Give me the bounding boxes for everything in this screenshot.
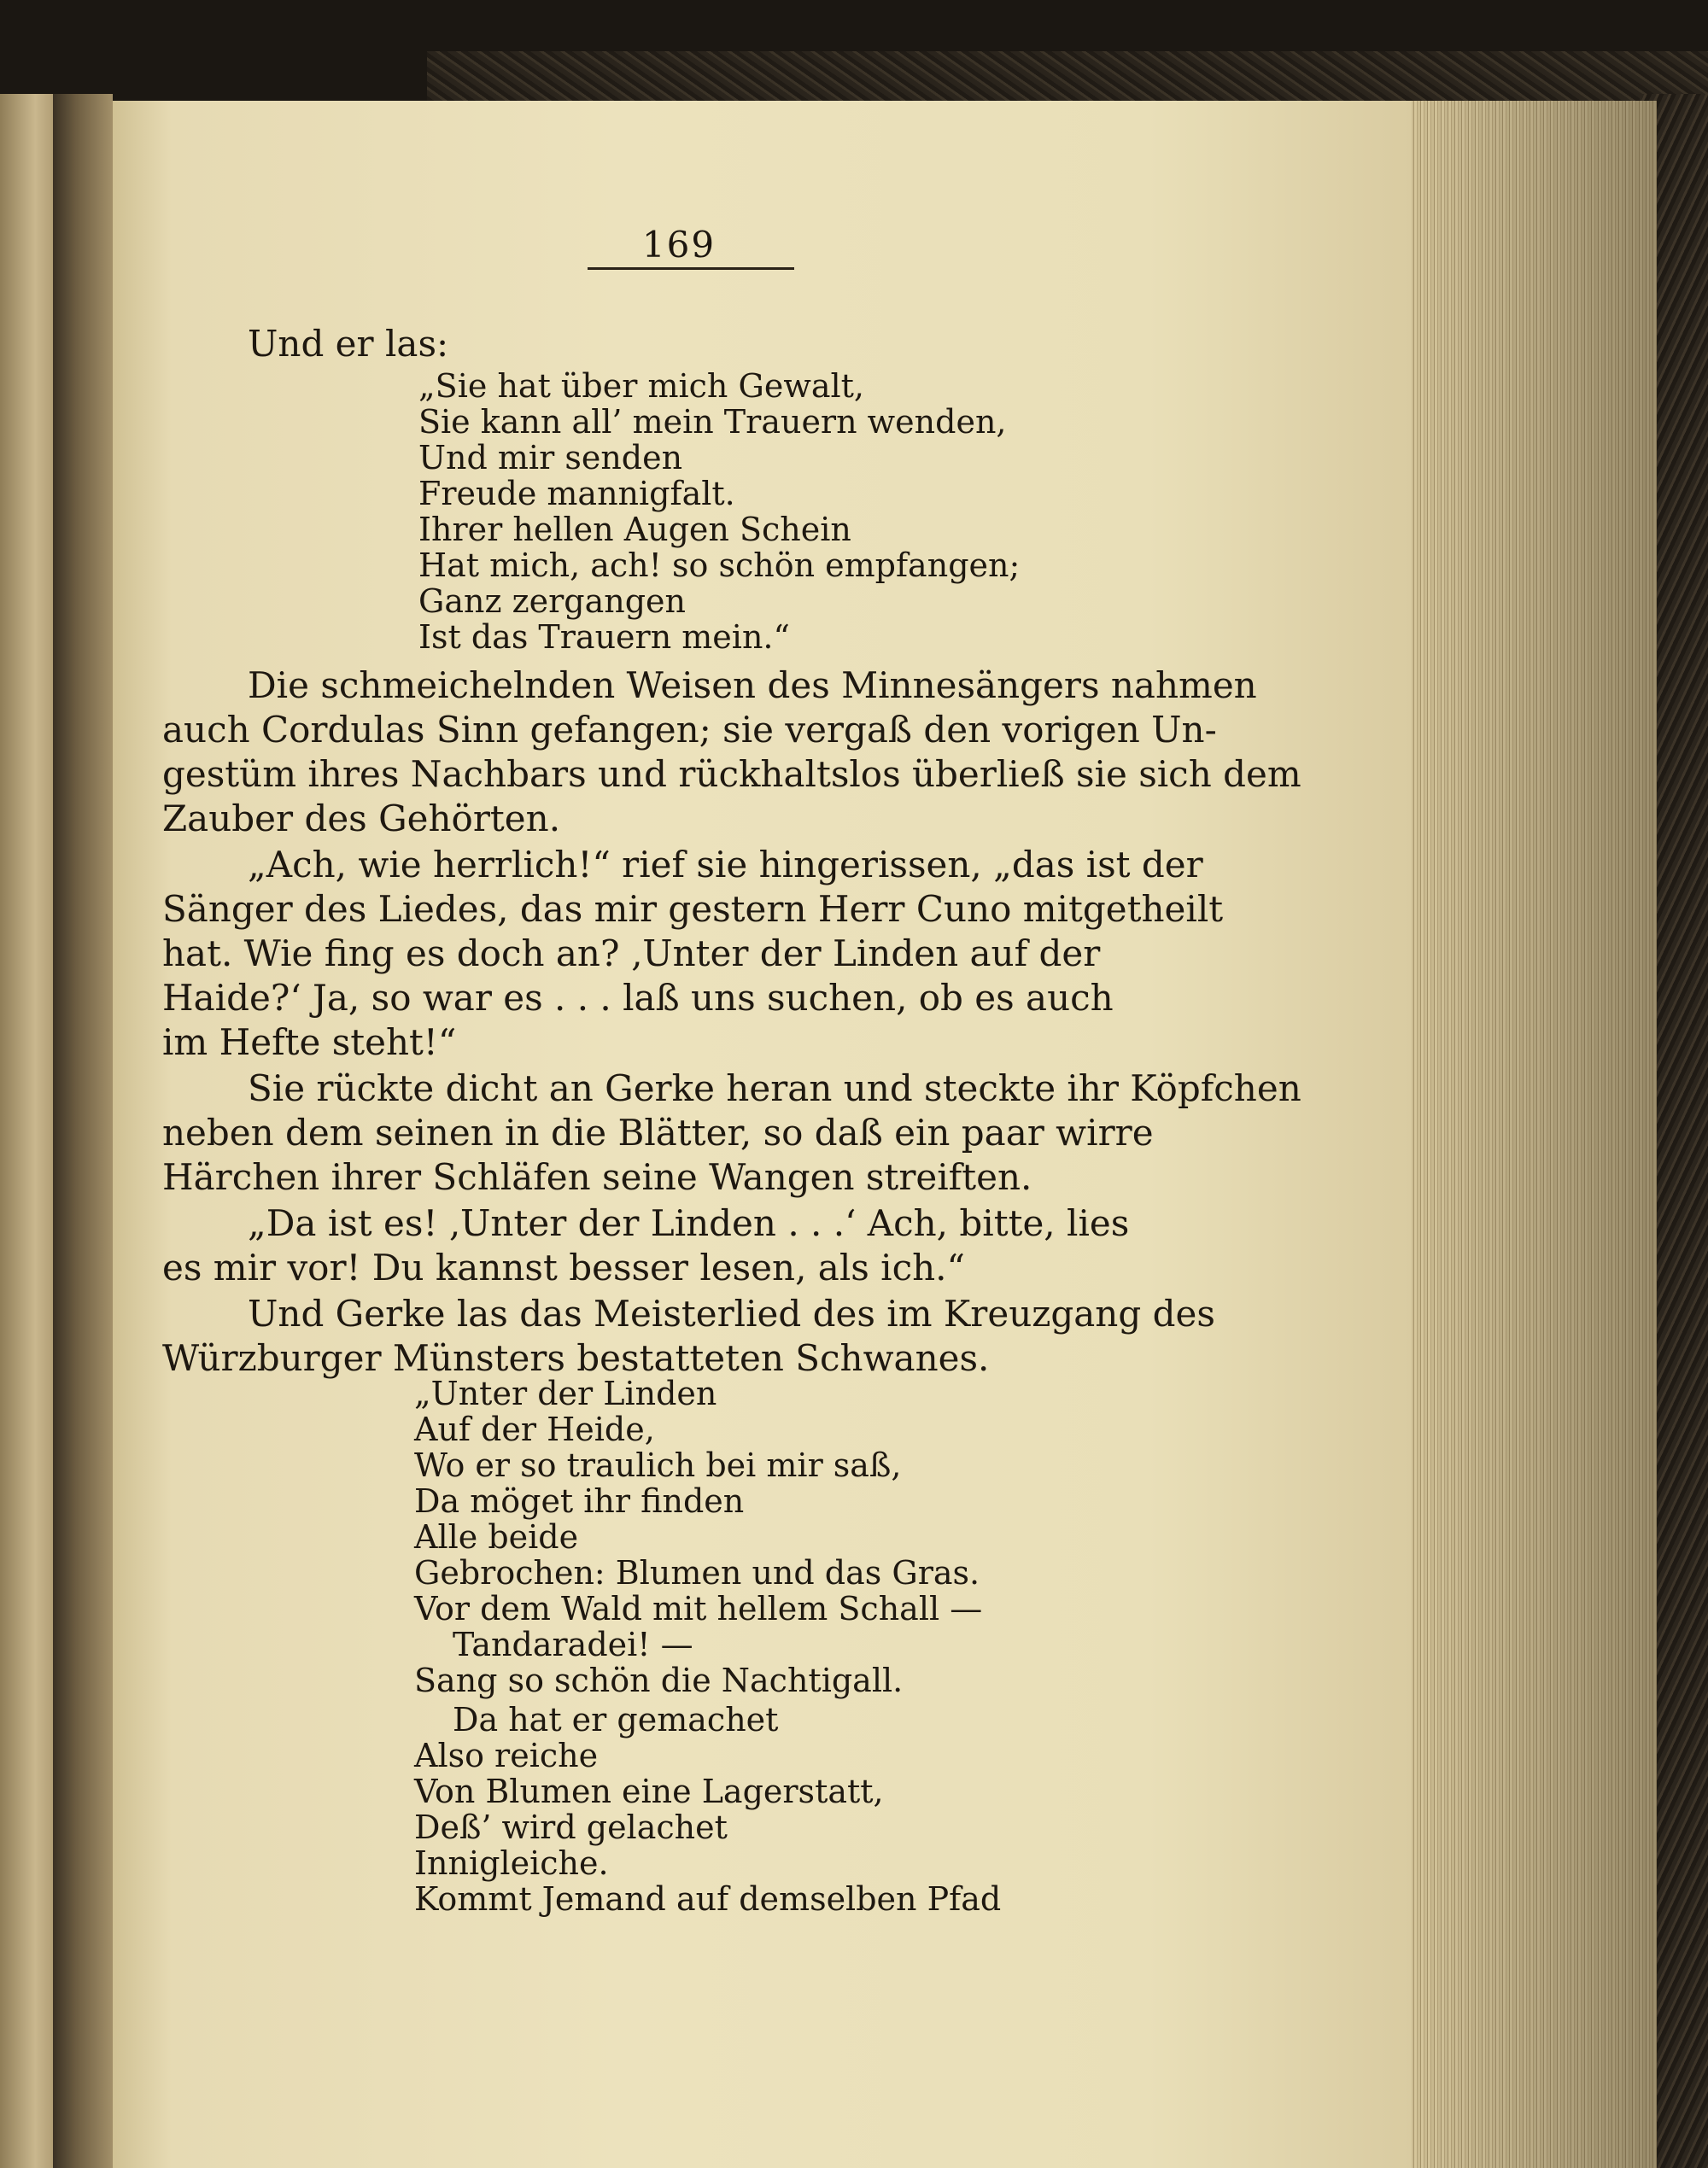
prose-line: auch Cordulas Sinn gefangen; sie vergaß den vorigen Un- [162,709,1217,751]
poem1-line: Ganz zergangen [418,582,686,620]
prose-line: Haide?‘ Ja, so war es . . . laß uns suchen, ob es auch [162,977,1114,1019]
poem2-line: „Unter der Linden [414,1375,717,1412]
poem2-line: Da hat er gemachet [453,1701,779,1738]
prose-line: Sie rückte dicht an Gerke heran und steckte ihr Köpfchen [248,1067,1301,1109]
poem2-line: Vor dem Wald mit hellem Schall — [414,1590,983,1627]
poem2-line: Deß’ wird gelachet [414,1809,728,1846]
poem2-line: Wo er so traulich bei mir saß, [414,1446,902,1484]
prose-line: Und Gerke las das Meisterlied des im Kreuzgang des [248,1293,1215,1335]
prose-line: hat. Wie fing es doch an? ‚Unter der Linden auf der [162,932,1101,974]
prose-line: „Ach, wie herrlich!“ rief sie hingerissen, „das ist der [248,844,1203,885]
poem2-line: Gebrochen: Blumen und das Gras. [414,1554,980,1592]
poem1-line: Freude mannigfalt. [418,475,735,512]
prose-line: im Hefte steht!“ [162,1021,457,1063]
poem2-line: Also reiche [414,1737,599,1774]
prose-line: Sänger des Liedes, das mir gestern Herr Cuno mitgetheilt [162,888,1224,930]
prose-line: es mir vor! Du kannst besser lesen, als ich.“ [162,1247,965,1289]
poem2-line: Innigleiche. [414,1844,609,1882]
prose-line: Zauber des Gehörten. [162,798,561,839]
page-number-rule [588,267,794,270]
poem1-line: „Sie hat über mich Gewalt, [418,367,864,405]
poem2-line: Sang so schön die Nachtigall. [414,1662,904,1699]
poem2-line: Von Blumen eine Lagerstatt, [414,1773,884,1810]
poem2-line: Alle beide [414,1518,579,1556]
poem2-line: Auf der Heide, [414,1411,655,1448]
prose-line: Würzburger Münsters bestatteten Schwanes. [162,1337,990,1379]
prose-line: Die schmeichelnden Weisen des Minnesängers nahmen [248,664,1257,706]
poem1-line: Sie kann all’ mein Trauern wenden, [418,403,1007,441]
poem1-line: Ist das Trauern mein.“ [418,618,790,656]
prose-line: neben dem seinen in die Blätter, so daß ein paar wirre [162,1112,1154,1154]
prose-line: „Da ist es! ‚Unter der Linden . . .‘ Ach, bitte, lies [248,1202,1130,1244]
poem2-line: Kommt Jemand auf demselben Pfad [414,1880,1002,1918]
poem1-line: Und mir senden [418,439,683,476]
page-number: 169 [641,224,717,266]
prose-line: Härchen ihrer Schläfen seine Wangen streiften. [162,1156,1032,1198]
poem1-line: Hat mich, ach! so schön empfangen; [418,546,1021,584]
prose-line: gestüm ihres Nachbars und rückhaltslos überließ sie sich dem [162,753,1301,795]
poem1-line: Ihrer hellen Augen Schein [418,511,851,548]
page-edges-stack [1401,101,1657,2168]
intro-text: Und er las: [248,323,449,365]
poem2-line: Tandaradei! — [453,1626,693,1663]
poem2-line: Da möget ihr finden [414,1482,745,1520]
book-gutter [53,94,113,2168]
